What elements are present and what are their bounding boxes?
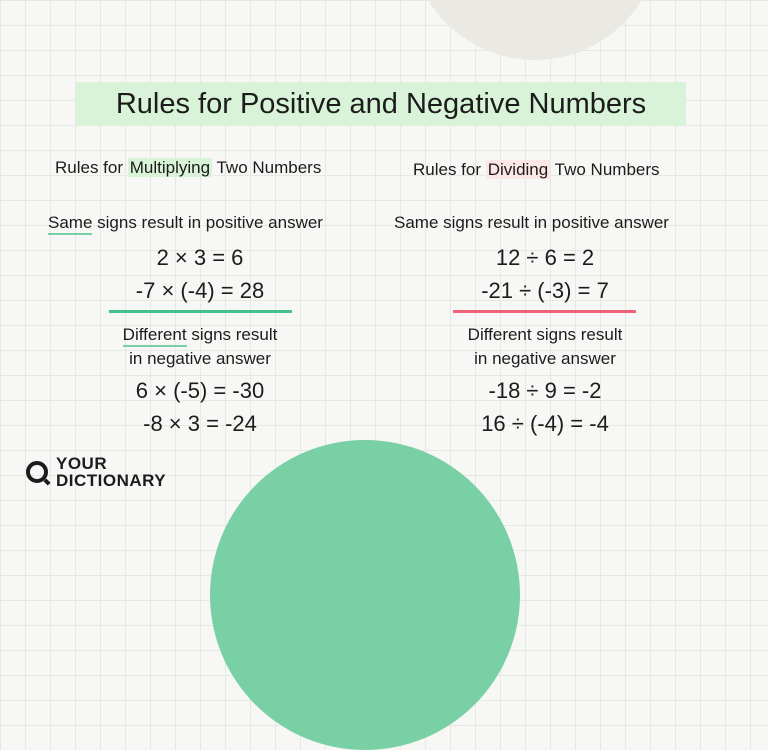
divide-heading [413,160,660,180]
decorative-circle-top [410,0,660,60]
divide-different-line2: in negative answer [474,349,616,368]
multiply-same-equation-1: 2 × 3 = 6 [156,245,244,270]
multiply-same-rest: signs result in positive answer [92,213,323,232]
multiply-different-equation-1: 6 × (-5) = -30 [135,378,265,403]
divide-different-equation-2: 16 ÷ (-4) = -4 [481,411,609,436]
divide-heading-highlight: Dividing [487,160,549,179]
logo-line-1: YOUR [56,454,108,473]
multiply-different-line2: in negative answer [129,349,271,368]
logo-line-2: DICTIONARY [56,471,167,490]
logo-text [56,455,166,489]
decorative-circle-bottom [210,440,520,750]
multiply-different-word: Different [122,325,187,344]
multiply-different-rule [85,323,315,371]
magnifier-icon [26,461,48,483]
yourdictionary-logo[interactable] [26,455,166,489]
divide-different-line1: Different signs result [467,325,623,344]
multiply-different-rest: signs result [186,325,278,344]
divide-different-rule [430,323,660,371]
multiply-heading-suffix: Two Numbers [212,158,322,177]
divide-same-equation-2: -21 ÷ (-3) = 7 [481,278,609,303]
divide-heading-suffix: Two Numbers [550,160,660,179]
multiply-separator-bar [109,310,292,313]
multiply-heading-prefix: Rules for [55,158,128,177]
multiply-same-equation-2: -7 × (-4) = 28 [135,278,265,303]
divide-separator-bar [453,310,636,313]
multiply-same-word: Same [48,213,93,232]
multiply-different-equation-2: -8 × 3 = -24 [143,411,257,436]
multiply-heading [55,158,321,178]
divide-same-rule: Same signs result in positive answer [394,213,669,232]
multiply-same-rule [48,213,323,233]
divide-different-equation-1: -18 ÷ 9 = -2 [488,378,602,403]
page-title [76,82,686,126]
multiply-heading-highlight: Multiplying [129,158,211,177]
divide-same-equation-1: 12 ÷ 6 = 2 [495,245,595,270]
page-title-text: Rules for Positive and Negative Numbers [115,87,647,120]
divide-heading-prefix: Rules for [413,160,486,179]
